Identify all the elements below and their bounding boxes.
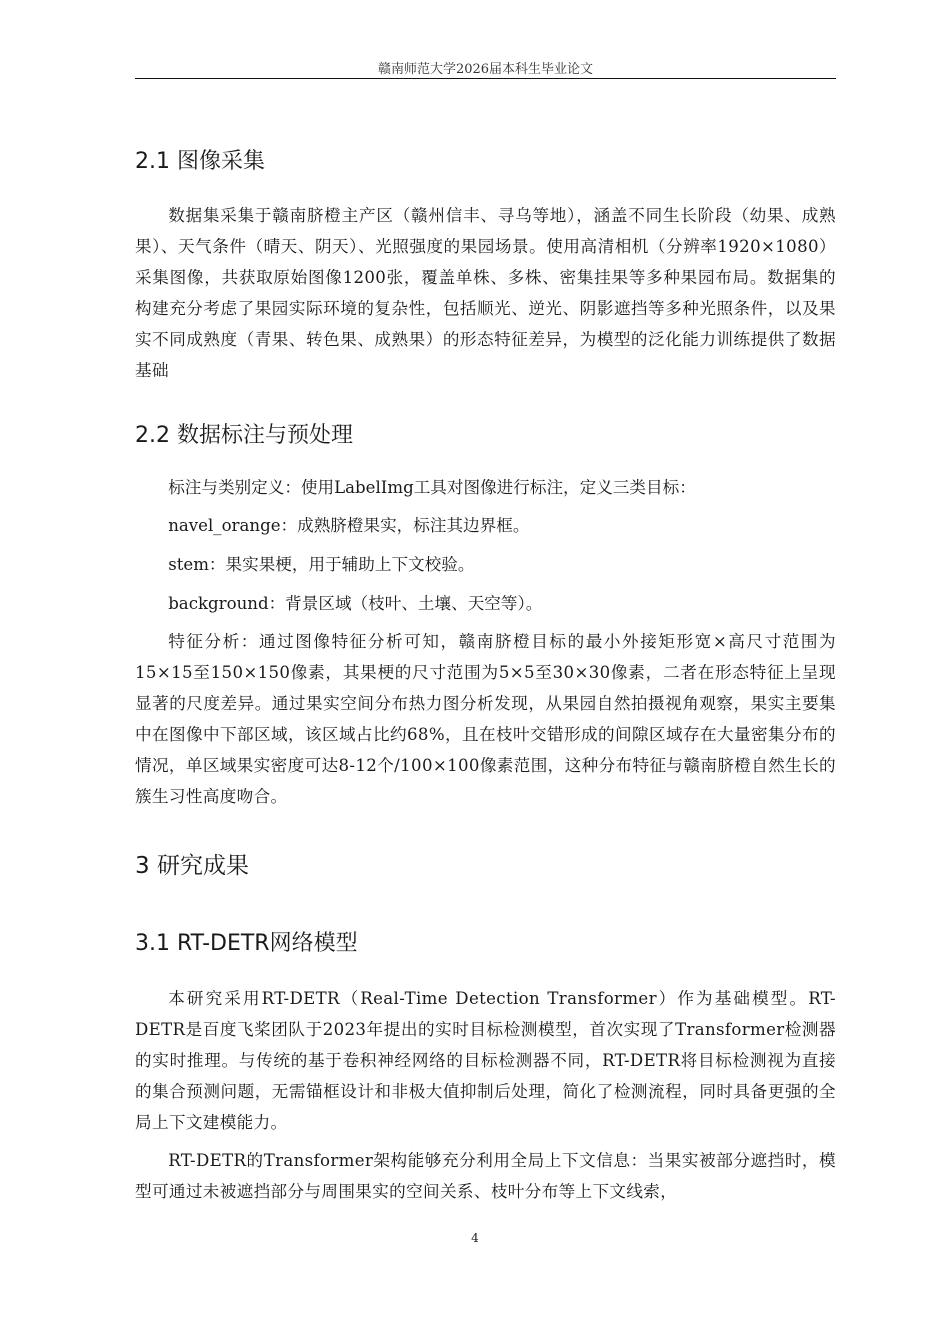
- section-heading-3-1: 3.1 RT-DETR网络模型: [135, 931, 358, 956]
- class-background-line: background：背景区域（枝叶、土壤、天空等）。: [168, 594, 543, 613]
- chapter-heading-3: 3 研究成果: [135, 853, 249, 879]
- paragraph-feature-analysis: 特征分析：通过图像特征分析可知，赣南脐橙目标的最小外接矩形宽×高尺寸范围为15×15至150×150像素，其果梗的尺寸范围为5×5至30×30像素，二者在形态特征上呈现显著的尺度差异。通过果实空间分布热力图分析发现，从果园自然拍摄视角观察，果实主要集中在图像中下部区域，该区域占比约68%，且在枝叶交错形成的间隙区域存在大量密集分布的情况，单区域果实密度可达8-12个/100×100像素范围，这种分布特征与赣南脐橙自然生长的簇生习性高度吻合。: [135, 632, 836, 806]
- header-rule: [135, 78, 836, 79]
- class-stem-line: stem：果实果梗，用于辅助上下文校验。: [168, 555, 475, 574]
- running-header: 赣南师范大学2026届本科生毕业论文: [377, 62, 594, 77]
- paragraph-image-collection: 数据集采集于赣南脐橙主产区（赣州信丰、寻乌等地），涵盖不同生长阶段（幼果、成熟果）、天气条件（晴天、阴天）、光照强度的果园场景。使用高清相机（分辨率1920×1080）采集图像，共获取原始图像1200张，覆盖单株、多株、密集挂果等多种果园布局。数据集的构建充分考虑了果园实际环境的复杂性，包括顺光、逆光、阴影遮挡等多种光照条件，以及果实不同成熟度（青果、转色果、成熟果）的形态特征差异，为模型的泛化能力训练提供了数据基础: [135, 206, 836, 380]
- section-heading-2-1: 2.1 图像采集: [135, 149, 265, 174]
- annotation-definition-line: 标注与类别定义：使用LabelImg工具对图像进行标注，定义三类目标：: [168, 478, 696, 497]
- paragraph-rtdetr-intro: 本研究采用RT-DETR（Real-Time Detection Transformer）作为基础模型。RT-DETR是百度飞桨团队于2023年提出的实时目标检测模型，首次实现了Transformer检测器的实时推理。与传统的基于卷积神经网络的目标检测器不同，RT-DETR将目标检测视为直接的集合预测问题，无需锚框设计和非极大值抑制后处理，简化了检测流程，同时具备更强的全局上下文建模能力。: [135, 989, 836, 1132]
- paragraph-rtdetr-context: RT-DETR的Transformer架构能够充分利用全局上下文信息：当果实被部分遮挡时，模型可通过未被遮挡部分与周围果实的空间关系、枝叶分布等上下文线索，: [135, 1151, 836, 1201]
- page-number: 4: [471, 1231, 479, 1245]
- section-heading-2-2: 2.2 数据标注与预处理: [135, 423, 353, 448]
- class-navel-orange-line: navel_orange：成熟脐橙果实，标注其边界框。: [168, 516, 530, 535]
